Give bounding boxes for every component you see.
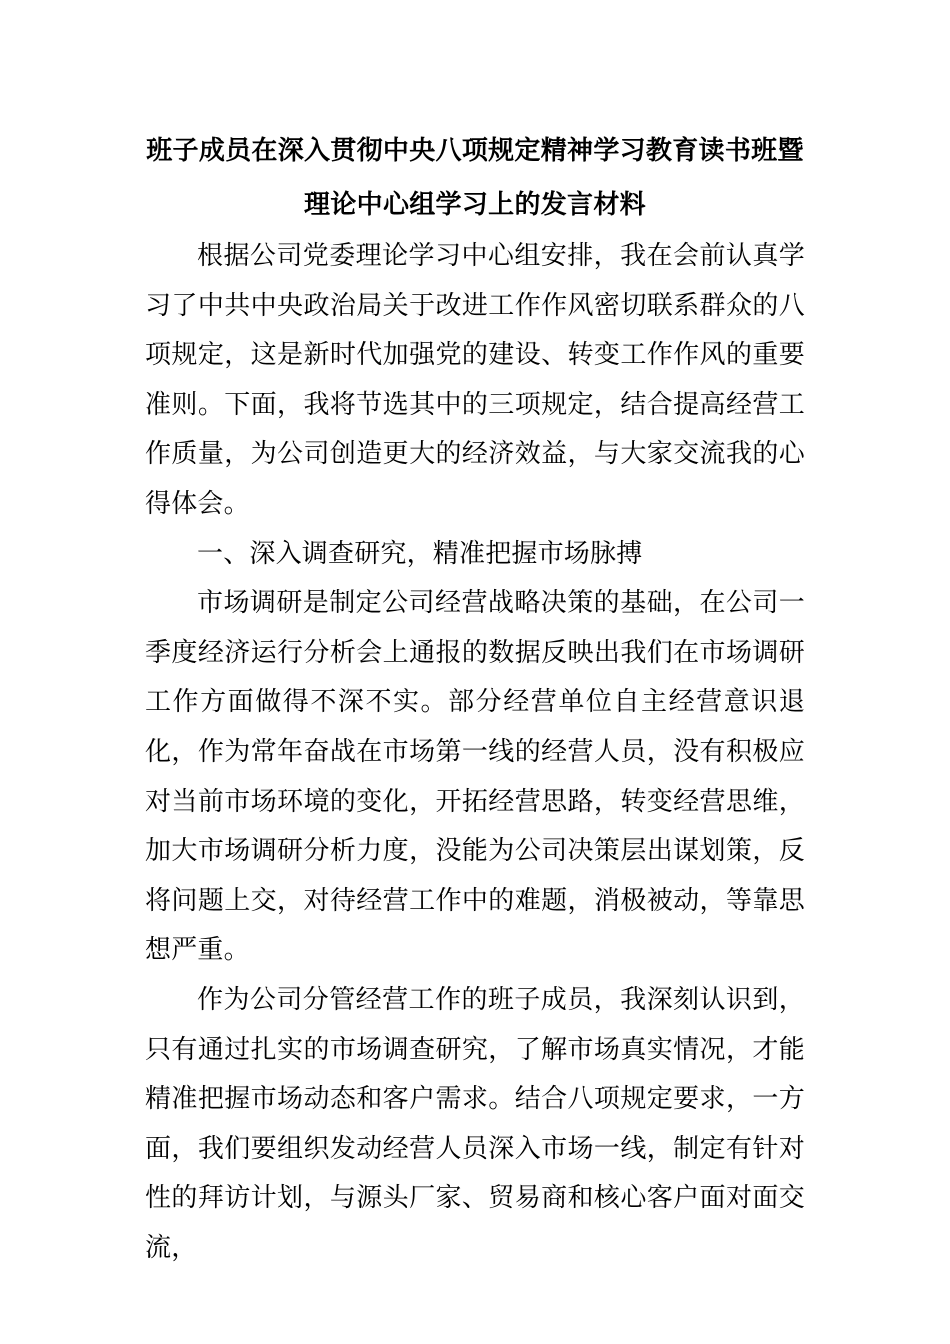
section-1-paragraph-1: 市场调研是制定公司经营战略决策的基础，在公司一季度经济运行分析会上通报的数据反映出我们在市场调研工作方面做得不深不实。部分经营单位自主经营意识退化，作为常年奋战在市场第一线的经营人员，没有积极应对当前市场环境的变化，开拓经营思路，转变经营思维，加大市场调研分析力度，没能为公司决策层出谋划策，反将问题上交，对待经营工作中的难题，消极被动，等靠思想严重。 — [145, 588, 805, 966]
document-body — [145, 124, 805, 1273]
intro-paragraph: 根据公司党委理论学习中心组安排，我在会前认真学习了中共中央政治局关于改进工作作风密切联系群众的八项规定，这是新时代加强党的建设、转变工作作风的重要准则。下面，我将节选其中的三项规定，结合提高经营工作质量，为公司创造更大的经济效益，与大家交流我的心得体会。 — [145, 241, 805, 519]
section-heading-1: 一、深入调查研究，精准把握市场脉搏 — [197, 538, 643, 569]
document-title-line-1: 班子成员在深入贯彻中央八项规定精神学习教育读书班暨 — [146, 136, 804, 166]
section-1-paragraph-2: 作为公司分管经营工作的班子成员，我深刻认识到，只有通过扎实的市场调查研究，了解市场真实情况，才能精准把握市场动态和客户需求。结合八项规定要求，一方面，我们要组织发动经营人员深入市场一线，制定有针对性的拜访计划，与源头厂家、贸易商和核心客户面对面交流， — [145, 984, 805, 1263]
document-title-line-2: 理论中心组学习上的发言材料 — [304, 190, 646, 220]
